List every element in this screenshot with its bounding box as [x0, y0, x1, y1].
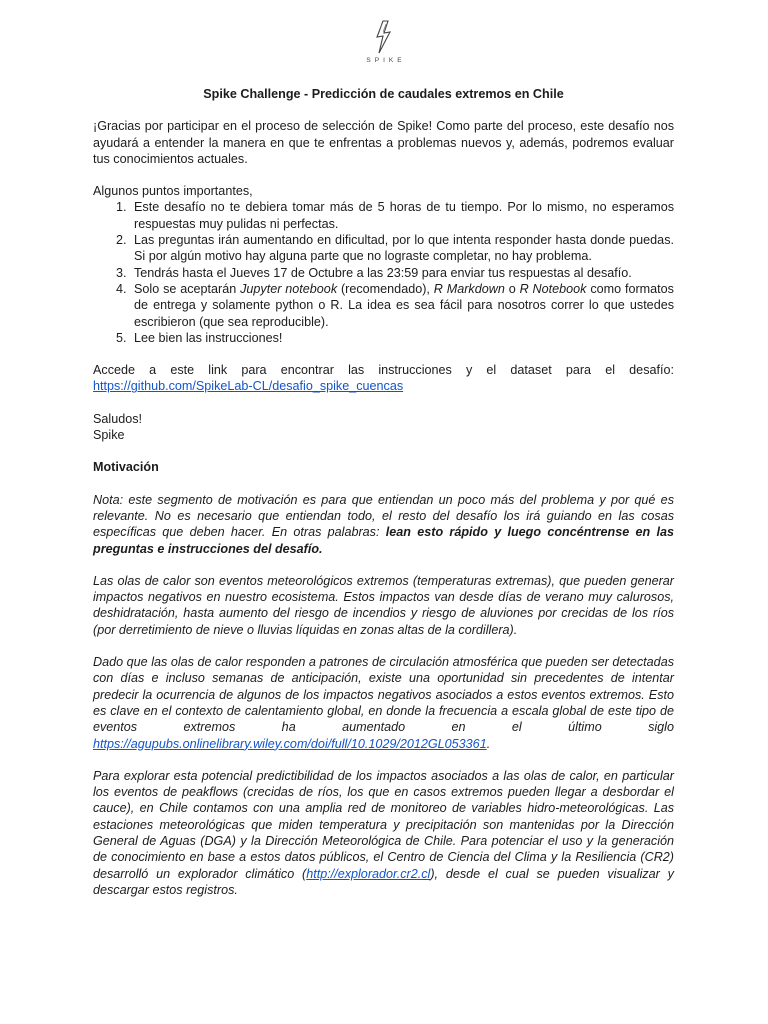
format-rmarkdown: R Markdown: [433, 281, 505, 296]
signoff: [93, 411, 674, 444]
document-body: [93, 86, 674, 914]
list-item: 3. Tendrás hasta el Jueves 17 de Octubre a las 23:59 para enviar tus respuestas al desafío.: [130, 265, 674, 281]
list-item: 5. Lee bien las instrucciones!: [130, 330, 674, 346]
points-heading: Algunos puntos importantes,: [93, 184, 253, 199]
motivation-note: [93, 492, 674, 557]
paragraph-text: Dado que las olas de calor responden a patrones de circulación atmosférica que pueden ser detectadas con días e incluso semanas de anticipación, existe una oportunidad sin precedentes de intentar predecir la ocurrencia de algunos de los impactos negativos asociados a estos eventos extremos. Esto es clave en el contexto de calentamiento global, en donde la frecuencia a escala global de este tipo de eventos extremos ha aumentado en el último siglo: [93, 655, 674, 735]
intro-paragraph: ¡Gracias por participar en el proceso de selección de Spike! Como parte del proceso, este desafío nos ayudará a entender la manera en que te enfrentas a problemas nuevos y, además, podremos evaluar tus conocimientos actuales.: [93, 119, 674, 166]
signoff-name: Spike: [93, 428, 125, 443]
signoff-greeting: Saludos!: [93, 411, 143, 426]
list-text: como formatos de entrega y solamente python o R. La idea es sea fácil para nosotros correr lo que ustedes escribieron (que sea reproducible).: [134, 281, 674, 329]
note-bold-text: lean esto rápido y luego concéntrense en las preguntas e instrucciones del desafío.: [93, 525, 674, 556]
paragraph-end: ), desde el cual se pueden visualizar y descargar estos registros.: [93, 866, 674, 897]
list-text: o: [504, 281, 520, 296]
list-text: Solo se aceptarán: [134, 281, 241, 296]
wiley-link[interactable]: https://agupubs.onlinelibrary.wiley.com/doi/full/10.1029/2012GL053361: [93, 736, 487, 751]
github-link[interactable]: https://github.com/SpikeLab-CL/desafio_spike_cuencas: [93, 379, 404, 394]
points-list: [93, 199, 674, 346]
motivation-paragraph-3: [93, 768, 674, 898]
access-text: Accede a este link para encontrar las instrucciones y el dataset para el desafío:: [93, 363, 674, 378]
format-jupyter: Jupyter notebook: [240, 281, 338, 296]
document-title: Spike Challenge - Predicción de caudales extremos en Chile: [203, 87, 564, 101]
spike-logo: [0, 20, 768, 64]
format-rnotebook: R Notebook: [519, 281, 587, 296]
list-item: [130, 281, 674, 330]
list-item: 1. Este desafío no te debiera tomar más de 5 horas de tu tiempo. Por lo mismo, no esperamos respuestas muy pulidas ni perfectas.: [130, 199, 674, 232]
note-text: Nota: este segmento de motivación es para que entiendan un poco más del problema y por qué es relevante. No es necesario que entiendan todo, el resto del desafío los irá guiando en las cosas específicas que deben hacer. En otras palabras:: [93, 492, 674, 540]
access-paragraph: [93, 362, 674, 395]
list-text: (recomendado),: [337, 281, 434, 296]
motivation-heading: Motivación: [93, 460, 159, 475]
cr2-explorer-link[interactable]: http://explorador.cr2.cl: [306, 866, 431, 881]
motivation-paragraph-2: [93, 654, 674, 752]
lightning-logo-icon: [374, 20, 394, 54]
paragraph-end: .: [486, 736, 491, 751]
paragraph-text: Para explorar esta potencial predictibilidad de los impactos asociados a las olas de calor, en particular los eventos de peakflows (crecidas de ríos, los que en casos extremos pueden llegar a desbordar el cauce), en Chile contamos con una amplia red de monitoreo de variables hidro-meteorológicas. Las estaciones meteorológicas que miden temperatura y precipitación son mantenidas por la Dirección General de Aguas (DGA) y la Dirección Meteorológica de Chile. Para potenciar el uso y la generación de conocimiento en base a estos datos públicos, el Centro de Ciencia del Clima y la Resiliencia (CR2) desarrolló un explorador climático (: [93, 768, 674, 881]
logo-text: SPIKE: [366, 57, 406, 64]
motivation-paragraph-1: Las olas de calor son eventos meteorológicos extremos (temperaturas extremas), que pueden generar impactos negativos en nuestro ecosistema. Estos impactos van desde días de verano muy calurosos, deshidratación, hasta aumento del riesgo de incendios y riesgo de aluviones por crecidas de los ríos (por derretimiento de nieve o lluvias líquidas en zonas altas de la cordillera).: [93, 573, 674, 637]
list-item: 2. Las preguntas irán aumentando en dificultad, por lo que intenta responder hasta donde puedas. Si por algún motivo hay alguna parte que no lograste completar, no hay problema.: [130, 232, 674, 265]
